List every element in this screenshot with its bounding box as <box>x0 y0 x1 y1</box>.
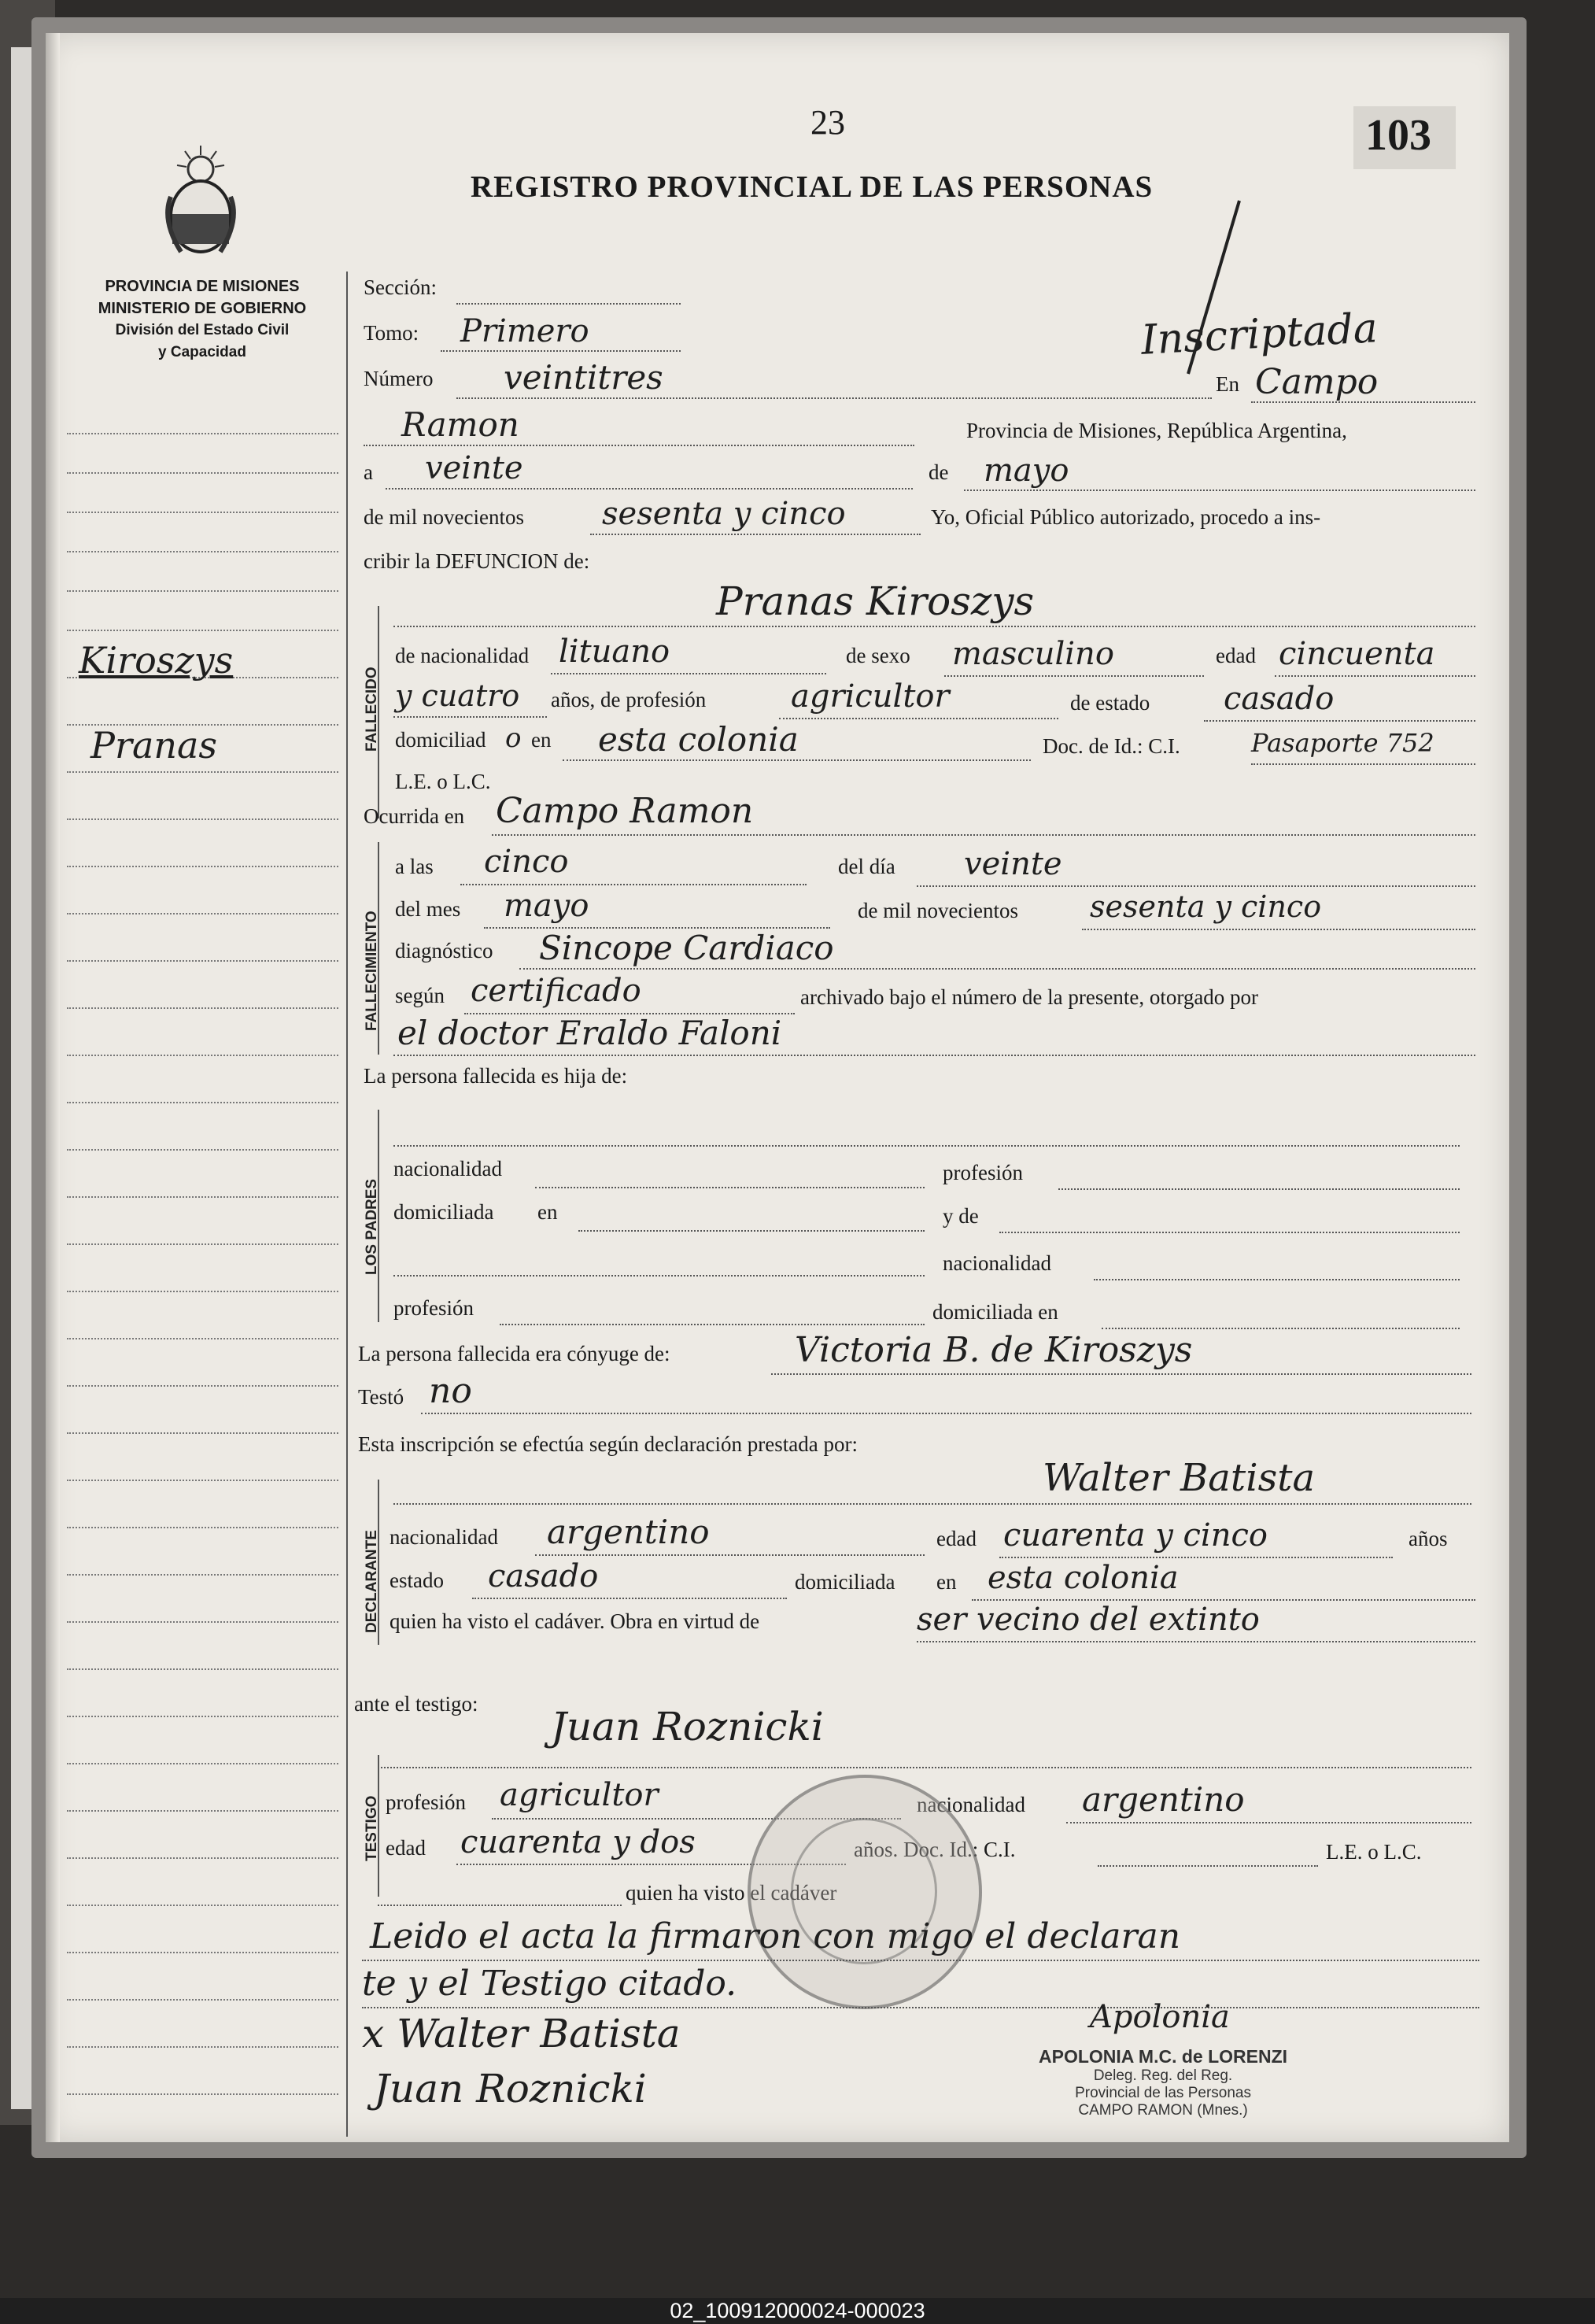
value-dec-estado: casado <box>488 1558 599 1594</box>
label-en: En <box>1216 372 1239 396</box>
closing-line-rule-2 <box>362 2007 1479 2008</box>
value-diagnostico: Sincope Cardiaco <box>539 929 834 967</box>
value-mes: mayo <box>984 453 1069 489</box>
value-estado: casado <box>1224 681 1335 717</box>
value-domicilio: esta colonia <box>598 720 799 759</box>
value-en: Campo <box>1255 362 1379 402</box>
margin-line <box>67 1149 338 1151</box>
label-padre-domiciliada: domiciliada <box>393 1200 494 1224</box>
label-madre-nacionalidad: nacionalidad <box>943 1251 1051 1275</box>
official-role-2: Provincial de las Personas <box>1075 2085 1251 2101</box>
label-seccion: Sección: <box>364 275 437 299</box>
official-role-3: CAMPO RAMON (Mnes.) <box>1078 2102 1248 2119</box>
dec-edad-line <box>999 1557 1393 1558</box>
label-cribir: cribir la DEFUNCION de: <box>364 549 590 573</box>
label-padre-en: en <box>537 1200 558 1224</box>
margin-line <box>67 551 338 552</box>
ministry-label: MINISTERIO DE GOBIERNO <box>98 300 307 317</box>
label-sexo: de sexo <box>846 644 910 667</box>
doctor-line <box>393 1055 1475 1056</box>
madre-profesion-line <box>500 1324 925 1325</box>
label-yo-oficial: Yo, Oficial Público autorizado, procedo a ins- <box>931 505 1321 529</box>
label-archivado: archivado bajo el número de la presente, otorgado por <box>800 985 1259 1009</box>
doc-line <box>1251 763 1475 765</box>
margin-line <box>67 1716 338 1717</box>
label-domiciliado-en: en <box>531 728 552 752</box>
label-del-dia: del día <box>838 855 895 878</box>
margin-line <box>67 1291 338 1292</box>
value-dec-obra: ser vecino del extinto <box>917 1602 1260 1638</box>
margin-line <box>67 1243 338 1245</box>
margin-line <box>67 960 338 962</box>
numero-line <box>456 397 1212 399</box>
padre-domicilio-line <box>578 1230 925 1232</box>
value-tomo: Primero <box>460 313 589 349</box>
madre-domicilio-line <box>1102 1328 1460 1329</box>
dec-domicilio-line <box>972 1599 1475 1601</box>
value-dia-fall: veinte <box>964 846 1062 882</box>
margin-line <box>67 818 338 820</box>
label-anos-profesion: años, de profesión <box>551 688 707 711</box>
value-nacionalidad: lituano <box>559 634 670 670</box>
closing-line-1: Leido el acta la firmaron con migo el declaran <box>370 1916 1181 1956</box>
declarante-line <box>393 1503 1471 1505</box>
label-hija-de: La persona fallecida es hija de: <box>364 1064 628 1088</box>
margin-line <box>67 1905 338 1906</box>
value-dec-nacionalidad: argentino <box>547 1513 710 1551</box>
side-label-fallecido: FALLECIDO <box>364 667 380 752</box>
label-quien-visto-2: quien ha visto el cadáver <box>626 1881 837 1905</box>
official-role-1: Deleg. Reg. del Reg. <box>1093 2067 1233 2084</box>
value-domicilio-suffix: o <box>505 722 522 754</box>
division-label-2: y Capacidad <box>158 344 246 360</box>
margin-line <box>67 1952 338 1953</box>
issuer-block <box>65 275 340 364</box>
margin-line <box>67 1385 338 1387</box>
margin-line <box>67 472 338 474</box>
value-numero: veintitres <box>504 358 663 397</box>
label-tomo: Tomo: <box>364 321 419 345</box>
domicilio-line <box>563 759 1031 761</box>
label-le-lc: L.E. o L.C. <box>395 770 491 793</box>
value-testigo: Juan Roznicki <box>551 1704 824 1749</box>
signature-testigo: Juan Roznicki <box>374 2066 647 2112</box>
visto-left-line <box>378 1905 622 1906</box>
label-diagnostico: diagnóstico <box>395 939 493 962</box>
value-test-edad: cuarenta y dos <box>460 1824 696 1860</box>
label-provincia: Provincia de Misiones, República Argentina, <box>966 419 1347 442</box>
label-segun: según <box>395 984 445 1007</box>
value-conyuge: Victoria B. de Kiroszys <box>795 1330 1193 1370</box>
value-test-profesion: agricultor <box>500 1777 659 1813</box>
side-label-los-padres: LOS PADRES <box>364 1178 380 1275</box>
nombre-line <box>393 626 1475 627</box>
value-sexo: masculino <box>952 636 1114 672</box>
margin-line <box>67 512 338 513</box>
label-dec-edad: edad <box>936 1527 977 1550</box>
label-madre-domiciliada: domiciliada en <box>932 1300 1058 1324</box>
division-label-1: División del Estado Civil <box>115 322 290 338</box>
label-padre-nacionalidad: nacionalidad <box>393 1157 502 1180</box>
test-nacionalidad-line <box>1066 1822 1471 1823</box>
value-dec-domicilio: esta colonia <box>988 1560 1179 1596</box>
page-number: 103 <box>1365 111 1431 160</box>
lugar-line <box>364 445 914 446</box>
label-conyuge: La persona fallecida era cónyuge de: <box>358 1342 670 1365</box>
margin-line <box>67 771 338 773</box>
test-doc-line <box>1098 1865 1318 1867</box>
document-title: REGISTRO PROVINCIAL DE LAS PERSONAS <box>471 170 1154 204</box>
value-doctor: el doctor Eraldo Faloni <box>397 1014 782 1052</box>
margin-line <box>67 590 338 592</box>
margin-name: Pranas <box>90 724 218 767</box>
inscripted-annotation: Inscriptada <box>1139 305 1379 364</box>
dia-fall-line <box>917 885 1475 887</box>
signature-declarante: x Walter Batista <box>362 2011 681 2056</box>
value-ano-fall: sesenta y cinco <box>1090 889 1322 924</box>
value-ocurrida: Campo Ramon <box>496 791 754 831</box>
seccion-line <box>456 303 681 305</box>
province-label: PROVINCIA DE MISIONES <box>105 278 300 295</box>
value-hora: cinco <box>484 844 569 880</box>
label-testo: Testó <box>358 1385 404 1409</box>
label-test-edad: edad <box>386 1836 426 1860</box>
label-de-mil: de mil novecientos <box>364 505 524 529</box>
ano-line <box>590 534 921 535</box>
value-mes-fall: mayo <box>504 888 589 924</box>
margin-line <box>67 1621 338 1623</box>
annotation-stroke <box>1180 197 1251 378</box>
value-dia: veinte <box>425 450 523 486</box>
margin-line <box>67 1480 338 1481</box>
value-segun: certificado <box>471 973 641 1009</box>
main-divider <box>346 272 348 2137</box>
label-a: a <box>364 460 373 484</box>
conyuge-line <box>771 1373 1471 1375</box>
margin-line <box>67 1763 338 1764</box>
sexo-line <box>944 675 1204 677</box>
dia-line <box>386 488 913 490</box>
margin-line <box>67 1055 338 1056</box>
value-lugar: Ramon <box>401 405 519 444</box>
margin-line <box>67 1668 338 1670</box>
label-padre-profesion: profesión <box>943 1161 1023 1184</box>
side-label-declarante: DECLARANTE <box>364 1530 380 1633</box>
label-test-profesion: profesión <box>386 1790 466 1814</box>
margin-line <box>67 866 338 867</box>
margin-line <box>67 1102 338 1103</box>
label-test-le-lc: L.E. o L.C. <box>1326 1840 1422 1864</box>
register-number: 23 <box>810 103 845 142</box>
label-dec-domiciliada: domiciliada <box>795 1570 895 1594</box>
margin-line <box>67 433 338 434</box>
label-anos: años <box>1409 1527 1448 1550</box>
padre-profesion-line <box>1058 1188 1460 1190</box>
margin-line <box>67 1007 338 1009</box>
coat-of-arms-icon <box>153 142 248 260</box>
value-documento: Pasaporte 752 <box>1251 728 1434 758</box>
margin-line <box>67 1527 338 1528</box>
value-profesion: agricultor <box>791 678 950 715</box>
label-doc-id: Doc. de Id.: C.I. <box>1043 734 1180 758</box>
side-label-fallecimiento: FALLECIMIENTO <box>364 911 380 1031</box>
value-testo: no <box>429 1371 472 1411</box>
label-numero: Número <box>364 367 434 390</box>
dec-estado-line <box>472 1598 787 1599</box>
label-de-estado: de estado <box>1070 691 1150 715</box>
value-declarante: Walter Batista <box>1043 1456 1316 1500</box>
label-de-nacionalidad: de nacionalidad <box>395 644 530 667</box>
signature-official: Apolonia <box>1090 1999 1230 2035</box>
label-de-mil-2: de mil novecientos <box>858 899 1018 922</box>
ocurrida-line <box>492 834 1475 836</box>
file-id-strip: 02_100912000024-000023 <box>0 2298 1595 2324</box>
testigo-line <box>378 1767 1471 1768</box>
testo-line <box>421 1413 1471 1414</box>
margin-line <box>67 1338 338 1339</box>
padre-line <box>393 1145 1460 1147</box>
padre-nacionalidad-line <box>535 1187 925 1188</box>
closing-line-rule-1 <box>362 1960 1479 1961</box>
profesion-line <box>779 718 1058 719</box>
madre-line <box>999 1232 1460 1233</box>
value-edad: cincuenta <box>1279 636 1435 672</box>
margin-line <box>67 2046 338 2048</box>
tomo-line <box>441 350 681 352</box>
label-anos-doc: años. Doc. Id.: C.I. <box>854 1838 1016 1861</box>
label-domiciliado: domiciliad <box>395 728 486 752</box>
label-y-de: y de <box>943 1204 979 1228</box>
edad-line <box>1275 675 1475 677</box>
label-dec-en: en <box>936 1570 957 1594</box>
value-test-nacionalidad: argentino <box>1082 1780 1245 1819</box>
nacionalidad-line-2 <box>551 673 826 674</box>
margin-line <box>67 1810 338 1812</box>
label-ante-testigo: ante el testigo: <box>354 1692 478 1716</box>
value-dec-edad: cuarenta y cinco <box>1003 1517 1268 1554</box>
value-ano: sesenta y cinco <box>602 496 846 532</box>
label-del-mes: del mes <box>395 897 461 921</box>
estado-line <box>1204 720 1475 722</box>
margin-line <box>67 2093 338 2095</box>
side-label-testigo: TESTIGO <box>364 1795 380 1861</box>
edad-cont-line <box>393 716 547 718</box>
label-de: de <box>929 460 949 484</box>
value-edad-cont: y cuatro <box>395 678 520 713</box>
label-edad: edad <box>1216 644 1256 667</box>
madre-extra-line <box>393 1275 925 1277</box>
closing-line-2: te y el Testigo citado. <box>362 1964 737 2004</box>
margin-line <box>67 1432 338 1434</box>
margin-surname: Kiroszys <box>79 639 234 682</box>
margin-line <box>67 913 338 914</box>
label-dec-nacionalidad: nacionalidad <box>390 1525 498 1549</box>
margin-line <box>67 1857 338 1859</box>
madre-nacionalidad-line <box>1094 1279 1460 1280</box>
official-name: APOLONIA M.C. de LORENZI <box>1039 2046 1288 2067</box>
label-dec-estado: estado <box>390 1568 444 1592</box>
margin-line <box>67 630 338 631</box>
hora-line <box>460 884 807 885</box>
official-signature-block <box>1039 2046 1287 2119</box>
margin-line <box>67 1196 338 1198</box>
page-spine-shadow <box>46 33 60 2142</box>
label-inscripcion: Esta inscripción se efectúa según declaración prestada por: <box>358 1432 858 1456</box>
label-madre-profesion: profesión <box>393 1296 474 1320</box>
label-a-las: a las <box>395 855 434 878</box>
mes-line <box>964 490 1475 491</box>
margin-line <box>67 1999 338 2001</box>
margin-line <box>67 1574 338 1576</box>
value-nombre: Pranas Kiroszys <box>716 578 1035 624</box>
label-quien-visto: quien ha visto el cadáver. Obra en virtud de <box>390 1609 760 1633</box>
ano-fall-line <box>1082 929 1475 930</box>
dec-nacionalidad-line <box>535 1554 925 1556</box>
label-test-nacionalidad: nacionalidad <box>917 1793 1025 1816</box>
dec-obra-line <box>917 1641 1475 1642</box>
diagnostico-line <box>519 968 1475 970</box>
label-ocurrida: Ocurrida en <box>364 804 465 828</box>
